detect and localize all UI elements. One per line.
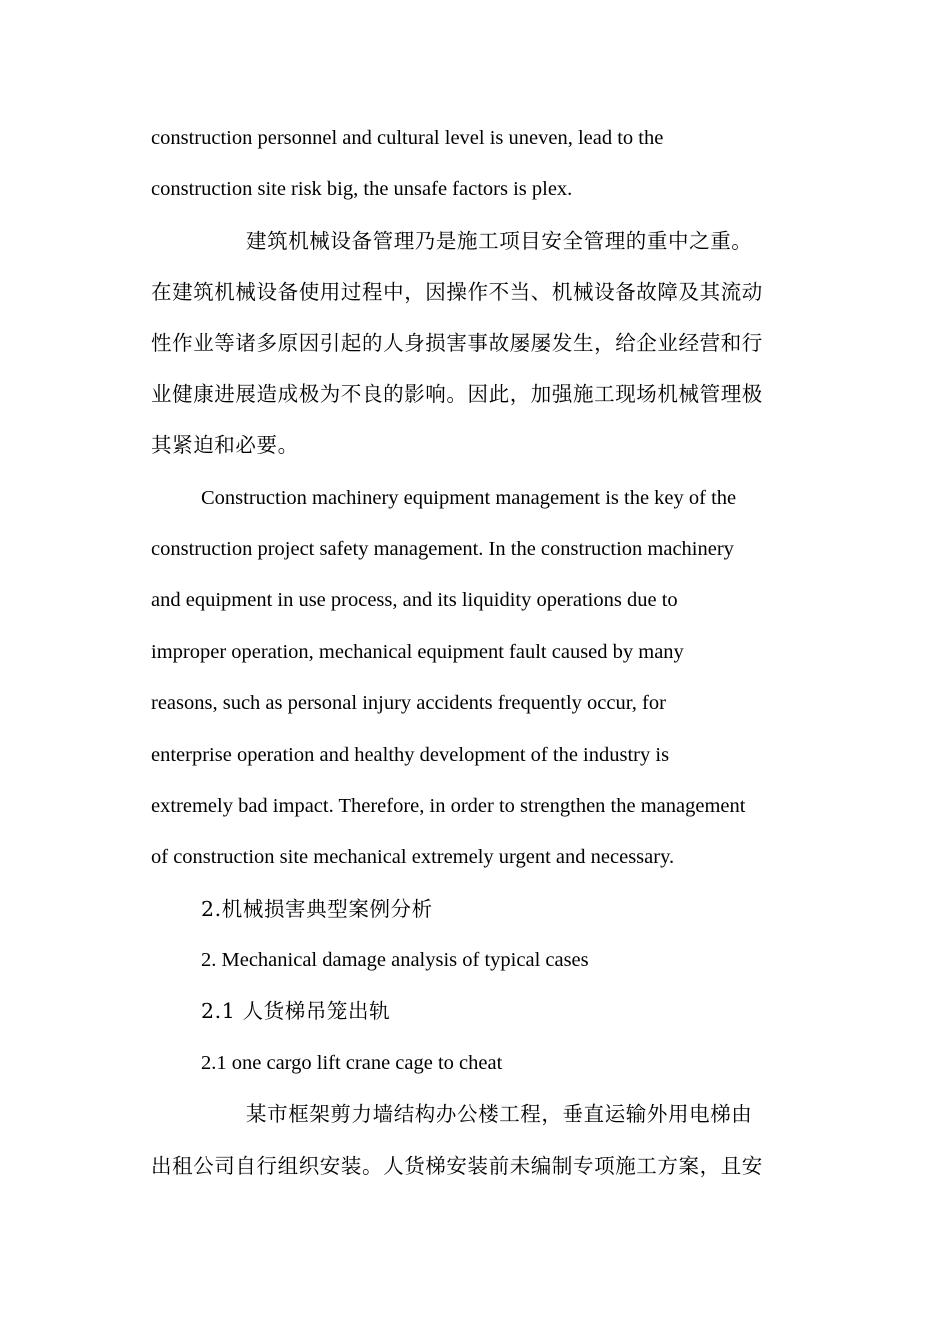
subsection-heading: 2.1 one cargo lift crane cage to cheat [201,1052,503,1074]
paragraph-line: 出租公司自行组织安装。人货梯安装前未编制专项施工方案，且安 [151,1154,763,1178]
paragraph-line: construction site risk big, the unsafe factors is plex. [151,178,573,200]
section-heading: 2.机械损害典型案例分析 [201,897,433,921]
paragraph-line: of construction site mechanical extremely urgent and necessary. [151,846,675,868]
paragraph-line: 业健康进展造成极为不良的影响。因此，加强施工现场机械管理极 [151,382,763,406]
paragraph-line: reasons, such as personal injury accidents frequently occur, for [151,692,666,714]
paragraph-line: Construction machinery equipment management is the key of the [201,487,737,509]
paragraph-line: 某市框架剪力墙结构办公楼工程，垂直运输外用电梯由 [246,1102,753,1126]
paragraph-line: construction project safety management. In the construction machinery [151,538,734,560]
paragraph-line: enterprise operation and healthy development of the industry is [151,744,670,766]
paragraph-line: 其紧迫和必要。 [151,433,299,457]
paragraph-line: extremely bad impact. Therefore, in order to strengthen the management [151,795,746,817]
paragraph-line: 在建筑机械设备使用过程中，因操作不当、机械设备故障及其流动 [151,280,763,304]
paragraph-line: 性作业等诸多原因引起的人身损害事故屡屡发生，给企业经营和行 [151,331,763,355]
paragraph-line: and equipment in use process, and its liquidity operations due to [151,589,678,611]
paragraph-line: 建筑机械设备管理乃是施工项目安全管理的重中之重。 [246,229,753,253]
section-heading: 2. Mechanical damage analysis of typical cases [201,949,589,971]
paragraph-line: construction personnel and cultural level is uneven, lead to the [151,127,664,149]
paragraph-line: improper operation, mechanical equipment fault caused by many [151,641,684,663]
subsection-heading: 2.1 人货梯吊笼出轨 [201,999,391,1023]
